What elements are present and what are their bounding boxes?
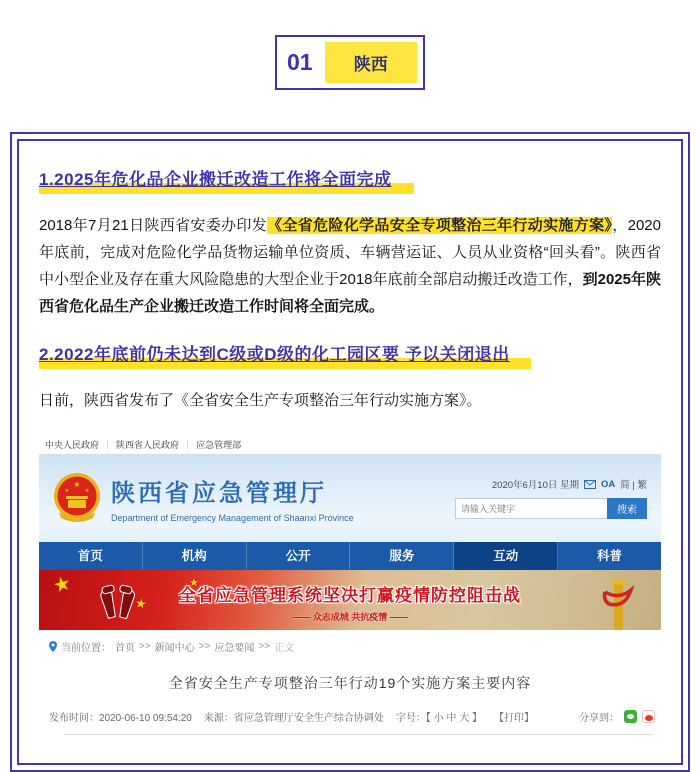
banner-star-icon: ★ [189, 577, 199, 589]
nav-item-science[interactable]: 科普 [597, 549, 623, 563]
section-badge [275, 35, 425, 90]
svg-text:★: ★ [64, 488, 70, 494]
site-org-name: 陕西省应急管理厅 [111, 480, 327, 507]
section-region-label: 陕西 [325, 42, 417, 83]
topbar-separator: ｜ [183, 440, 193, 450]
heading-1-block [39, 165, 661, 194]
site-org-name-english: Department of Emergency Management of Shaanxi Province [111, 513, 354, 523]
nav-item-disclosure[interactable]: 公开 [247, 542, 351, 570]
search-button[interactable]: 搜索 [607, 498, 647, 519]
paragraph-1-text: 2018年7月21日陕西省安委办印发 [39, 217, 268, 234]
paragraph-2: 日前，陕西省发布了《全省安全生产专项整治三年行动实施方案》。 [39, 392, 482, 409]
breadcrumb-separator: >> [258, 641, 271, 652]
site-topbar [39, 434, 661, 454]
site-article-meta [39, 701, 661, 728]
breadcrumb-separator: >> [198, 641, 211, 652]
breadcrumb-emergency-news[interactable]: 应急要闻 [214, 643, 255, 654]
heading-2-block [39, 340, 661, 369]
site-lang-switch[interactable]: 简 | 繁 [620, 480, 647, 491]
fontsize-control[interactable]: 字号：【 小 中 大 】 [395, 713, 482, 724]
article-divider [65, 734, 653, 735]
content-outer-box [10, 132, 690, 772]
banner-slogan: 全省应急管理系统坚决打赢疫情防控阻击战 [179, 586, 521, 605]
paragraph-1 [39, 212, 661, 320]
section-number: 01 [287, 49, 313, 75]
breadcrumb-separator: >> [139, 641, 151, 652]
breadcrumb-current: 正文 [274, 643, 295, 654]
wechat-share-icon[interactable] [624, 710, 637, 723]
print-button[interactable]: 【打印】 [493, 713, 534, 724]
share-bar [579, 709, 655, 724]
nav-item-services[interactable]: 服务 [350, 542, 454, 570]
nav-item-home[interactable]: 首页 [39, 542, 143, 570]
site-header-toprow [455, 477, 647, 491]
site-article-title: 全省安全生产专项整治三年行动19个实施方案主要内容 [168, 675, 532, 691]
site-header-right [455, 477, 647, 519]
paragraph-1-bold: 到2025年陕西省危化品生产企业搬迁改造工作时间将全面完成。 [39, 271, 661, 315]
topbar-link-shaanxi-gov[interactable]: 陕西省人民政府 [116, 440, 180, 450]
breadcrumb-label: 当前位置： [61, 643, 111, 654]
site-search [455, 498, 647, 519]
golden-pillar-icon [601, 574, 635, 630]
heading-2: 2.2022年底前仍未达到C级或D级的化工园区要 予以关闭退出 [39, 345, 510, 364]
content-inner-box [17, 139, 683, 765]
site-oa-link[interactable]: OA [601, 478, 616, 490]
banner-subtitle: —— 众志成城 共抗疫情 —— [292, 612, 408, 622]
topbar-link-central-gov[interactable]: 中央人民政府 [45, 440, 100, 450]
site-banner [39, 570, 661, 630]
svg-text:★: ★ [84, 488, 90, 494]
paragraph-1-text: ，2020年底前，完成对危险化学品货物运输单位资质、车辆营运证、人员从业资格“回头看”。陕西省中小型企业及存在重大风险隐患的大型企业于2018年底前全部启动搬迁改造工作， [39, 217, 661, 288]
banner-star-icon: ★ [133, 595, 148, 612]
publish-time: 发布时间：2020-06-10 09:54:20 [49, 713, 192, 724]
location-pin-icon [49, 641, 57, 652]
nav-item-org[interactable]: 机构 [143, 542, 247, 570]
breadcrumb-news-center[interactable]: 新闻中心 [154, 643, 195, 654]
envelope-icon[interactable] [584, 480, 596, 489]
nav-item-interaction[interactable]: 互动 [454, 542, 558, 570]
search-input[interactable] [455, 498, 607, 519]
site-date: 2020年6月10日 星期 [491, 480, 579, 491]
paragraph-1-highlight: 《全省危险化学品安全专项整治三年行动实施方案》 [267, 217, 613, 234]
article-source: 来源：省应急管理厅安全生产综合协调处 [203, 713, 384, 724]
topbar-link-mem[interactable]: 应急管理部 [196, 440, 242, 450]
banner-star-icon: ★ [50, 572, 74, 598]
breadcrumb-home[interactable]: 首页 [115, 643, 135, 654]
weibo-share-icon[interactable] [642, 710, 655, 723]
svg-text:★: ★ [73, 480, 81, 489]
breadcrumb [39, 630, 661, 661]
heading-1: 1.2025年危化品企业搬迁改造工作将全面完成 [39, 170, 392, 189]
site-nav [39, 542, 661, 570]
china-national-emblem-icon [53, 472, 101, 524]
website-screenshot [39, 434, 661, 735]
topbar-separator: ｜ [103, 440, 113, 450]
page [0, 35, 700, 744]
site-org-titles [111, 473, 354, 523]
raised-fists-icon [91, 578, 137, 620]
site-header [39, 454, 661, 542]
share-label: 分享到： [579, 713, 619, 724]
